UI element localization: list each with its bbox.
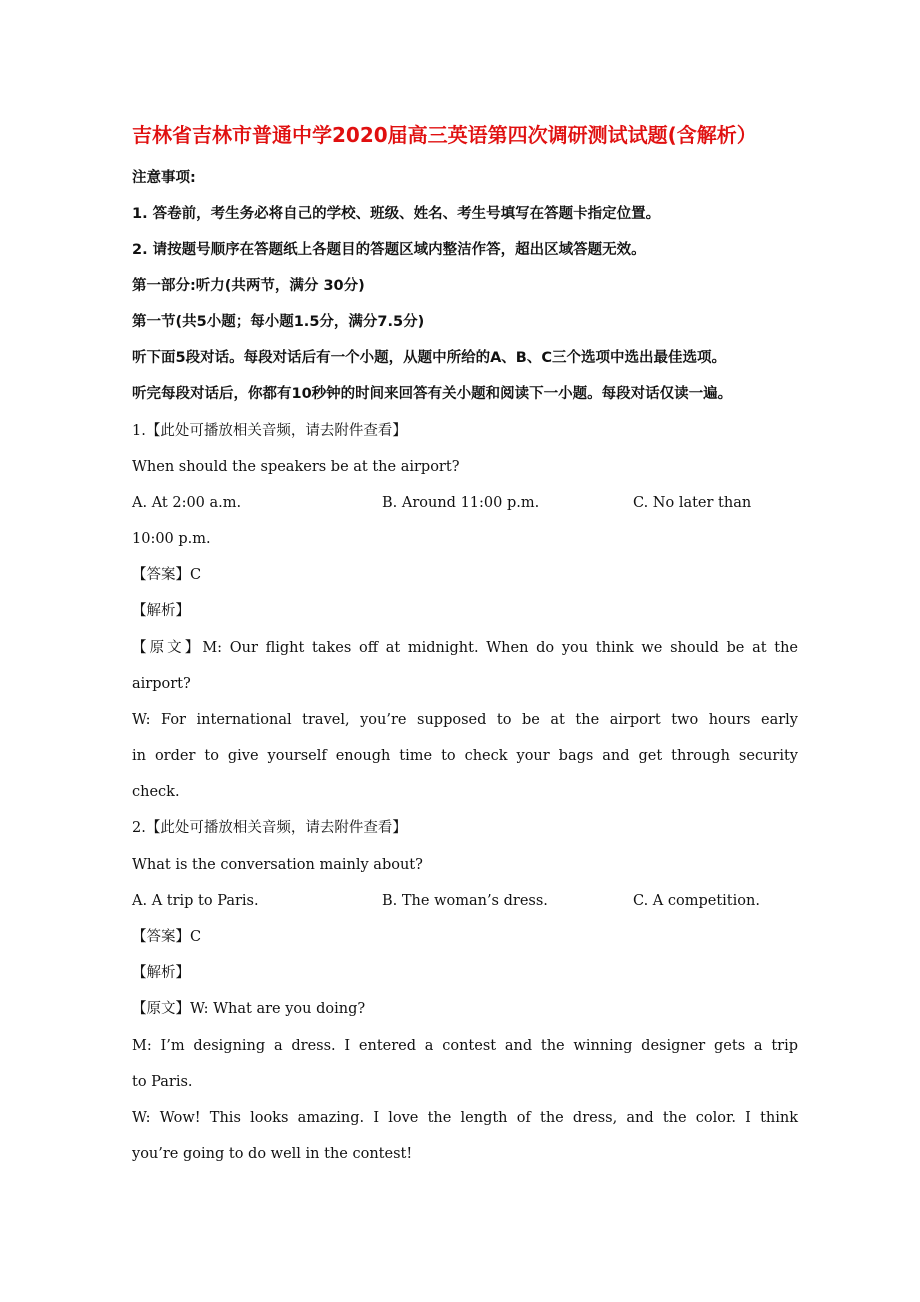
q1-script-line-2: airport? (132, 676, 191, 692)
q1-option-a: A. At 2:00 a.m. (132, 495, 242, 511)
document-title: 吉林省吉林市普通中学2020届高三英语第四次调研测试试题(含解析） (132, 123, 757, 147)
q2-analysis-heading: 【解析】 (132, 965, 190, 981)
q1-options (132, 493, 798, 513)
q2-script-line-5: you’re going to do well in the contest! (132, 1146, 413, 1162)
q2-options (132, 891, 798, 911)
q1-option-c: C. No later than (633, 495, 752, 511)
q2-script-line-3: to Paris. (132, 1074, 193, 1090)
notice-item-2: 2. 请按题号顺序在答题纸上各题目的答题区域内整洁作答，超出区域答题无效。 (132, 242, 646, 258)
q1-question: When should the speakers be at the airport? (132, 459, 460, 475)
q1-analysis-heading: 【解析】 (132, 603, 190, 619)
q2-option-b: B. The woman’s dress. (382, 893, 548, 909)
q1-script-line-5: check. (132, 784, 180, 800)
q2-script-line-2: M: I’m designing a dress. I entered a contest and the winning designer gets a trip (132, 1038, 798, 1054)
notice-item-1: 1. 答卷前，考生务必将自己的学校、班级、姓名、考生号填写在答题卡指定位置。 (132, 206, 661, 222)
instructions-line-2: 听完每段对话后，你都有10秒钟的时间来回答有关小题和阅读下一小题。每段对话仅读一遍。 (132, 386, 733, 402)
q2-answer: 【答案】C (132, 929, 202, 945)
q1-option-b: B. Around 11:00 p.m. (382, 495, 540, 511)
q2-label: 2.【此处可播放相关音频，请去附件查看】 (132, 820, 407, 836)
part-one-heading: 第一部分:听力(共两节，满分 30分) (132, 278, 365, 294)
q1-script-line-4: in order to give yourself enough time to check your bags and get through security (132, 748, 798, 764)
q2-script-line-1: 【原文】W: What are you doing? (132, 1001, 366, 1017)
q1-script-line-3: W: For international travel, you’re supposed to be at the airport two hours early (132, 712, 798, 728)
q1-label: 1.【此处可播放相关音频，请去附件查看】 (132, 423, 407, 439)
q2-option-c: C. A competition. (633, 893, 760, 909)
q1-option-c-continued: 10:00 p.m. (132, 531, 211, 547)
q2-question: What is the conversation mainly about? (132, 857, 423, 873)
instructions-line-1: 听下面5段对话。每段对话后有一个小题，从题中所给的A、B、C三个选项中选出最佳选项。 (132, 350, 727, 366)
q1-script-line-1: 【原文】M: Our flight takes off at midnight. When do you think we should be at the (132, 640, 798, 656)
q2-script-line-4: W: Wow! This looks amazing. I love the length of the dress, and the color. I think (132, 1110, 798, 1126)
section-one-heading: 第一节(共5小题；每小题1.5分，满分7.5分) (132, 314, 425, 330)
q2-option-a: A. A trip to Paris. (132, 893, 259, 909)
notice-heading: 注意事项: (132, 170, 196, 186)
q1-answer: 【答案】C (132, 567, 202, 583)
